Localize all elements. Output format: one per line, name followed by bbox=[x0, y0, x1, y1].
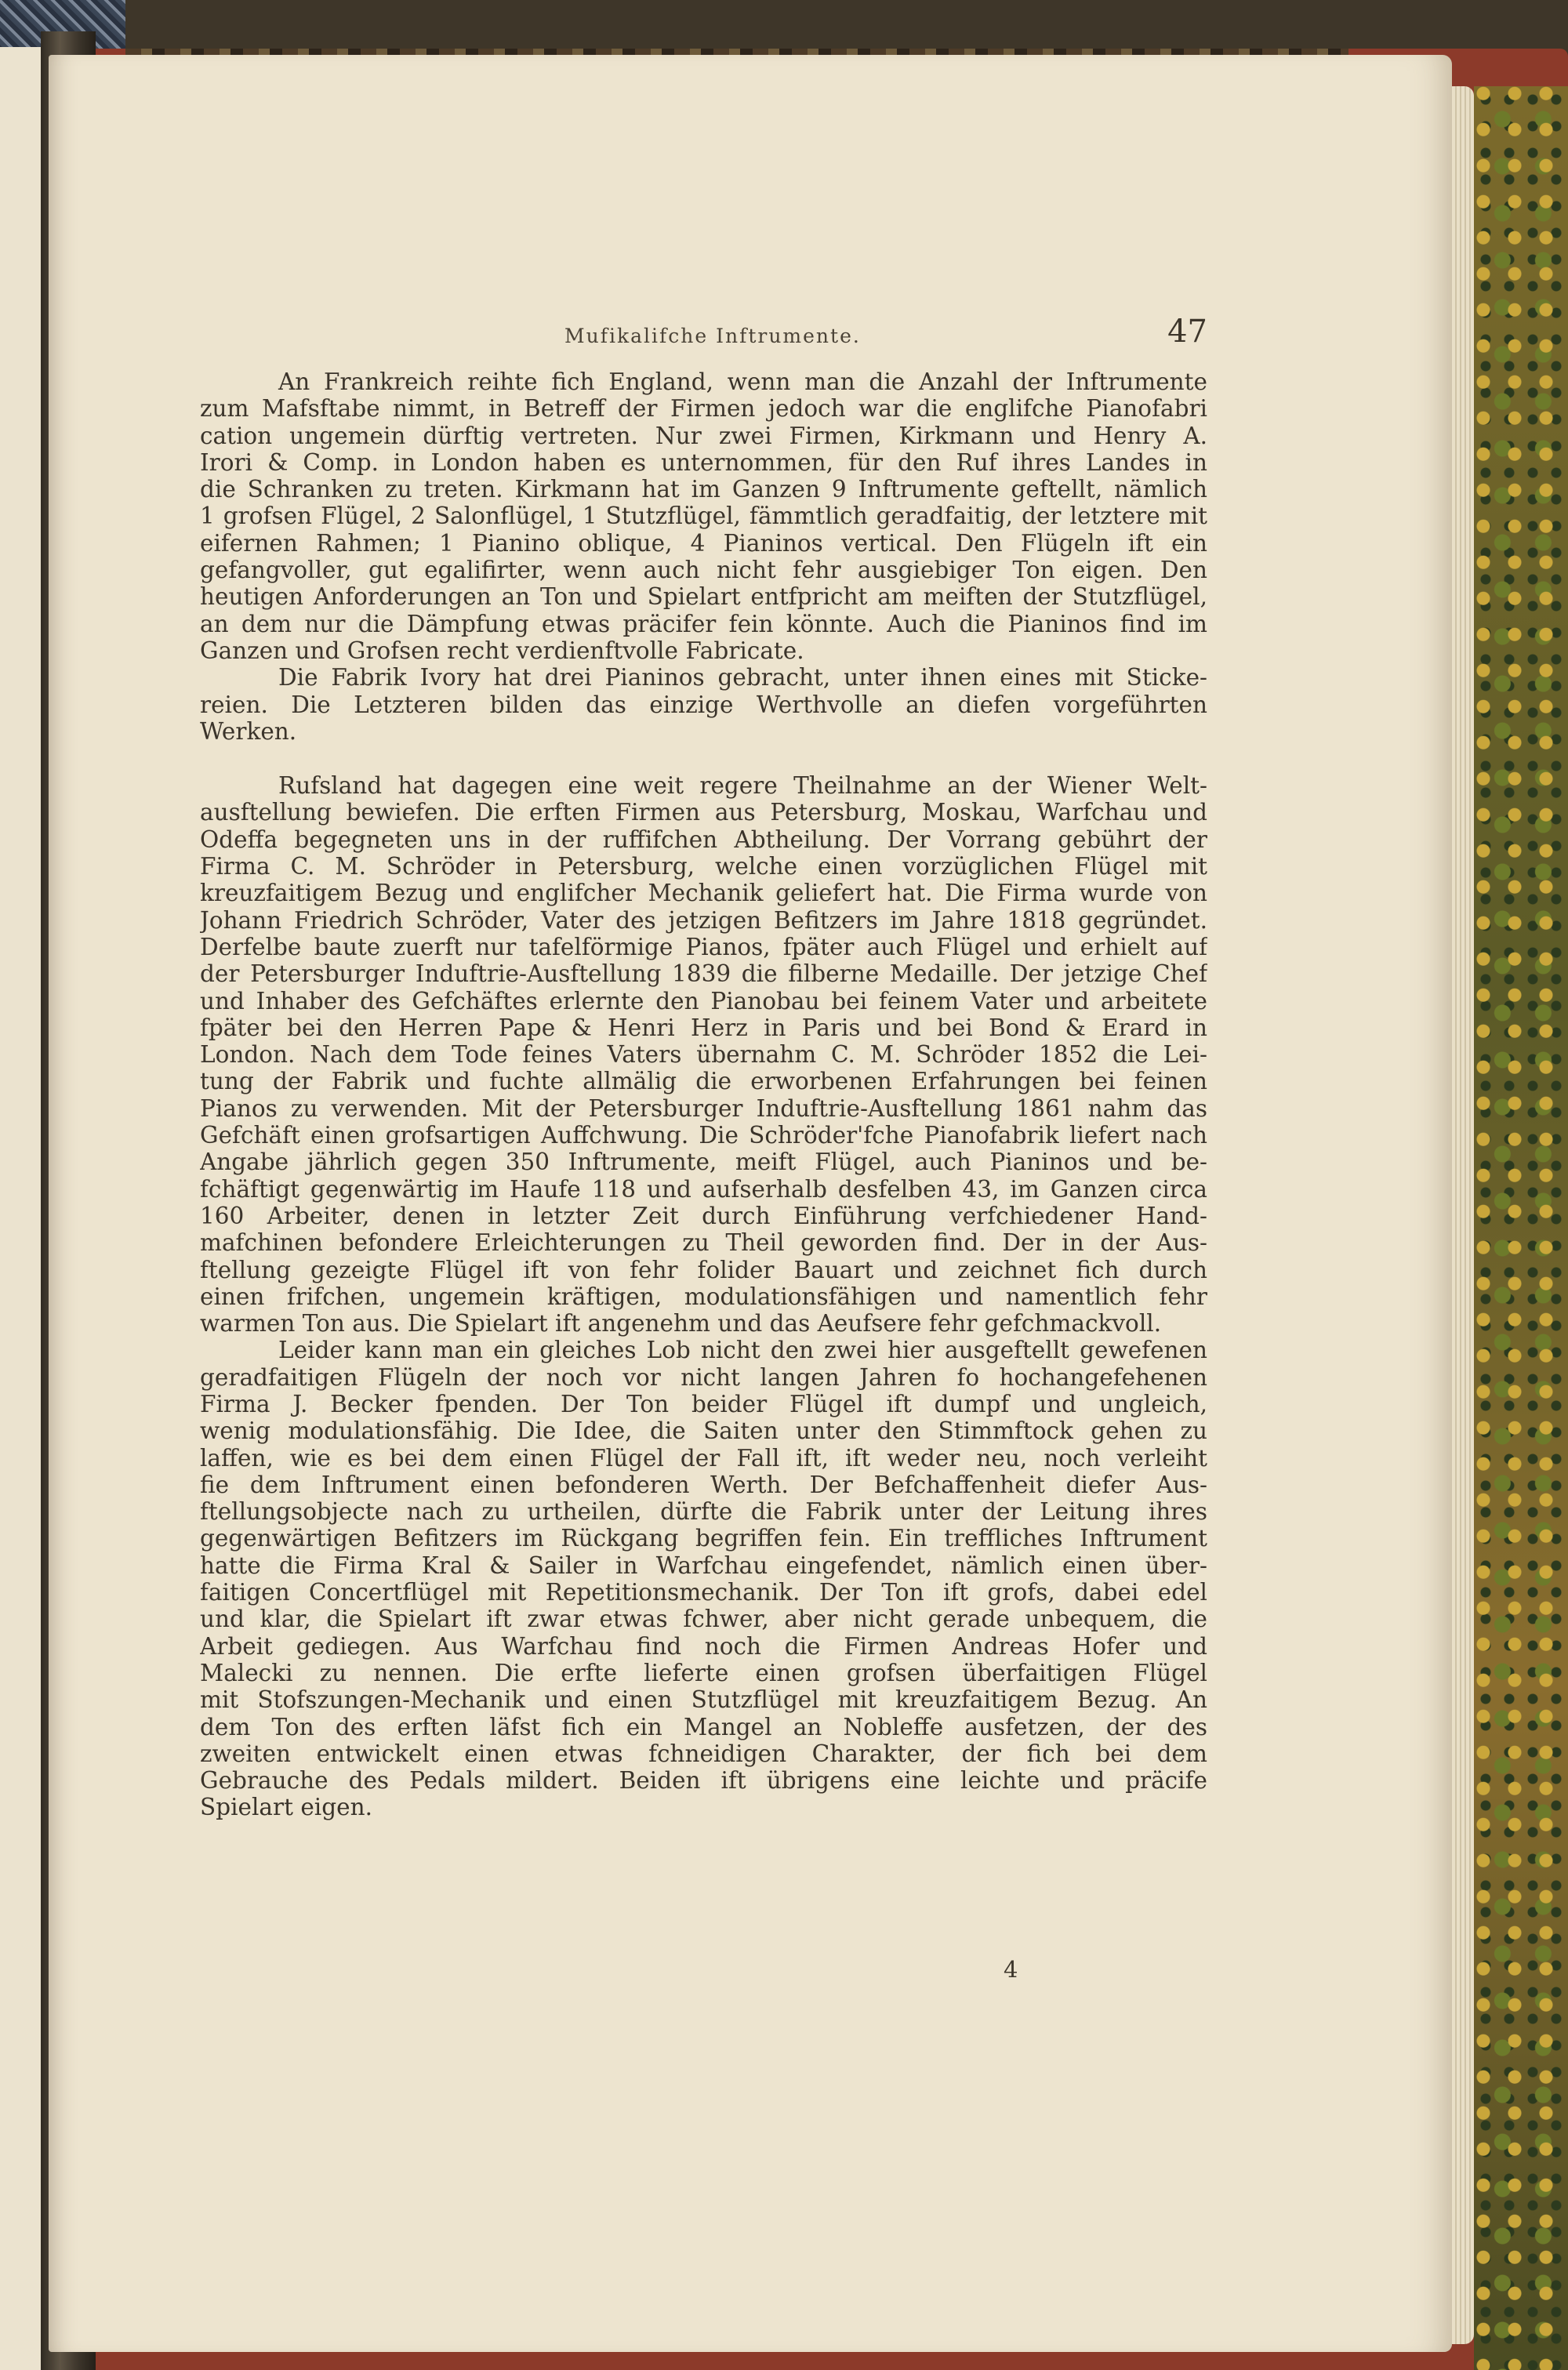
text-line: Gebrauche des Pedals mildert. Beiden ift übrigens eine leichte und präcife bbox=[200, 1767, 1207, 1795]
text-line: Spielart eigen. bbox=[200, 1794, 372, 1821]
paragraph bbox=[200, 664, 1207, 745]
paragraph bbox=[200, 772, 1207, 1337]
page-header bbox=[564, 314, 1207, 368]
text-line: Derfelbe baute zuerft nur tafelförmige Pianos, fpäter auch Flügel und erhielt auf bbox=[200, 933, 1207, 960]
text-line: Ganzen und Grofsen recht verdienftvolle Fabricate. bbox=[200, 637, 804, 664]
text-line: fchäftigt gegenwärtig im Haufe 118 und aufserhalb desfelben 43, im Ganzen circa bbox=[200, 1175, 1207, 1203]
text-line: faitigen Concertflügel mit Repetitionsmechanik. Der Ton ift grofs, dabei edel bbox=[200, 1579, 1207, 1606]
text-line: mafchinen befondere Erleichterungen zu Theil geworden find. Der in der Aus- bbox=[200, 1229, 1207, 1257]
text-line: Firma J. Becker fpenden. Der Ton beider Flügel ift dumpf und ungleich, bbox=[200, 1390, 1207, 1417]
text-line: Werken. bbox=[200, 717, 297, 745]
text-line: eifernen Rahmen; 1 Pianino oblique, 4 Pianinos vertical. Den Flügeln ift ein bbox=[200, 529, 1207, 557]
text-line: an dem nur die Dämpfung etwas präcifer fein könnte. Auch die Pianinos find im bbox=[200, 610, 1207, 637]
text-line: Leider kann man ein gleiches Lob nicht den zwei hier ausgeftellt gewefenen bbox=[278, 1337, 1207, 1364]
text-line: ftellung gezeigte Flügel ift von fehr folider Bauart und zeichnet fich durch bbox=[200, 1256, 1207, 1283]
text-line: Firma C. M. Schröder in Petersburg, welche einen vorzüglichen Flügel mit bbox=[200, 853, 1207, 880]
text-line: und Inhaber des Gefchäftes erlernte den Pianobau bei feinem Vater und arbeitete bbox=[200, 987, 1207, 1014]
text-line: und klar, die Spielart ift zwar etwas fchwer, aber nicht gerade unbequem, die bbox=[200, 1606, 1207, 1633]
text-line: 1 grofsen Flügel, 2 Salonflügel, 1 Stutzflügel, fämmtlich geradfaitig, der letztere mit bbox=[200, 503, 1207, 530]
text-line: Die Fabrik Ivory hat drei Pianinos gebracht, unter ihnen eines mit Sticke- bbox=[278, 664, 1207, 691]
text-line: 160 Arbeiter, denen in letzter Zeit durch Einführung verfchiedener Hand- bbox=[200, 1202, 1207, 1229]
text-line: gegenwärtigen Befitzers im Rückgang begriffen fein. Ein treffliches Inftrument bbox=[200, 1525, 1207, 1552]
text-line: dem Ton des erften läfst fich ein Mangel an Nobleffe ausfetzen, der des bbox=[200, 1713, 1207, 1740]
text-line: fie dem Inftrument einen befonderen Werth. Der Befchaffenheit diefer Aus- bbox=[200, 1471, 1207, 1498]
text-line: gefangvoller, gut egalifirter, wenn auch nicht fehr ausgiebiger Ton eigen. Den bbox=[200, 557, 1207, 584]
signature-mark: 4 bbox=[1004, 1956, 1018, 1983]
text-line: fpäter bei den Herren Pape & Henri Herz in Paris und bei Bond & Erard in bbox=[200, 1014, 1207, 1041]
body-text bbox=[200, 368, 1207, 1821]
text-line: Angabe jährlich gegen 350 Inftrumente, meift Flügel, auch Pianinos und be- bbox=[200, 1149, 1207, 1176]
text-line: London. Nach dem Tode feines Vaters übernahm C. M. Schröder 1852 die Lei- bbox=[200, 1041, 1207, 1069]
text-line: Gefchäft einen grofsartigen Auffchwung. Die Schröder'fche Pianofabrik liefert nach bbox=[200, 1122, 1207, 1149]
text-line: laffen, wie es bei dem einen Flügel der Fall ift, ift weder neu, noch verleiht bbox=[200, 1444, 1207, 1472]
marbled-cover-edge bbox=[1474, 86, 1568, 2370]
text-line: zum Mafsftabe nimmt, in Betreff der Firmen jedoch war die englifche Pianofabri bbox=[200, 395, 1207, 423]
page-number: 47 bbox=[1167, 314, 1207, 350]
text-line: mit Stofszungen-Mechanik und einen Stutzflügel mit kreuzfaitigem Bezug. An bbox=[200, 1686, 1207, 1714]
text-line: Johann Friedrich Schröder, Vater des jetzigen Befitzers im Jahre 1818 gegründet. bbox=[200, 906, 1207, 934]
text-line: An Frankreich reihte fich England, wenn man die Anzahl der Inftrumente bbox=[278, 368, 1207, 395]
text-line: cation ungemein dürftig vertreten. Nur zwei Firmen, Kirkmann und Henry A. bbox=[200, 422, 1207, 449]
paragraph bbox=[200, 368, 1207, 664]
text-line: hatte die Firma Kral & Sailer in Warfchau eingefendet, nämlich einen über- bbox=[200, 1552, 1207, 1579]
text-line: der Petersburger Induftrie-Ausftellung 1839 die filberne Medaille. Der jetzige Chef bbox=[200, 960, 1207, 988]
text-line: Irori & Comp. in London haben es unternommen, für den Ruf ihres Landes in bbox=[200, 448, 1207, 476]
text-line: Arbeit gediegen. Aus Warfchau find noch die Firmen Andreas Hofer und bbox=[200, 1632, 1207, 1660]
text-line: wenig modulationsfähig. Die Idee, die Saiten unter den Stimmftock gehen zu bbox=[200, 1417, 1207, 1445]
text-line: Rufsland hat dagegen eine weit regere Theilnahme an der Wiener Welt- bbox=[278, 772, 1207, 800]
text-line: warmen Ton aus. Die Spielart ift angenehm und das Aeufsere fehr gefchmackvoll. bbox=[200, 1310, 1162, 1337]
paragraph-gap bbox=[200, 745, 1207, 772]
text-line: ausftellung bewiefen. Die erften Firmen aus Petersburg, Moskau, Warfchau und bbox=[200, 799, 1207, 826]
text-line: kreuzfaitigem Bezug und englifcher Mechanik geliefert hat. Die Firma wurde von bbox=[200, 880, 1207, 907]
text-line: reien. Die Letzteren bilden das einzige Werthvolle an diefen vorgeführten bbox=[200, 691, 1207, 718]
text-line: Odeffa begegneten uns in der ruffifchen Abtheilung. Der Vorrang gebührt der bbox=[200, 826, 1207, 853]
running-head: Mufikalifche Inftrumente. bbox=[564, 325, 861, 347]
text-line: einen frifchen, ungemein kräftigen, modulationsfähigen und namentlich fehr bbox=[200, 1283, 1207, 1310]
text-line: tung der Fabrik und fuchte allmälig die erworbenen Erfahrungen bei feinen bbox=[200, 1068, 1207, 1095]
text-line: die Schranken zu treten. Kirkmann hat im Ganzen 9 Inftrumente geftellt, nämlich bbox=[200, 476, 1207, 503]
text-line: Malecki zu nennen. Die erfte lieferte einen grofsen überfaitigen Flügel bbox=[200, 1659, 1207, 1686]
text-line: Pianos zu verwenden. Mit der Petersburger Induftrie-Ausftellung 1861 nahm das bbox=[200, 1094, 1207, 1122]
text-line: ftellungsobjecte nach zu urtheilen, dürfte die Fabrik unter der Leitung ihres bbox=[200, 1498, 1207, 1526]
paragraph bbox=[200, 1337, 1207, 1820]
text-line: geradfaitigen Flügeln der noch vor nicht langen Jahren fo hochangefehenen bbox=[200, 1363, 1207, 1391]
text-line: zweiten entwickelt einen etwas fchneidigen Charakter, der fich bei dem bbox=[200, 1740, 1207, 1767]
text-line: heutigen Anforderungen an Ton und Spielart entfpricht am meiften der Stutzflügel, bbox=[200, 583, 1207, 611]
